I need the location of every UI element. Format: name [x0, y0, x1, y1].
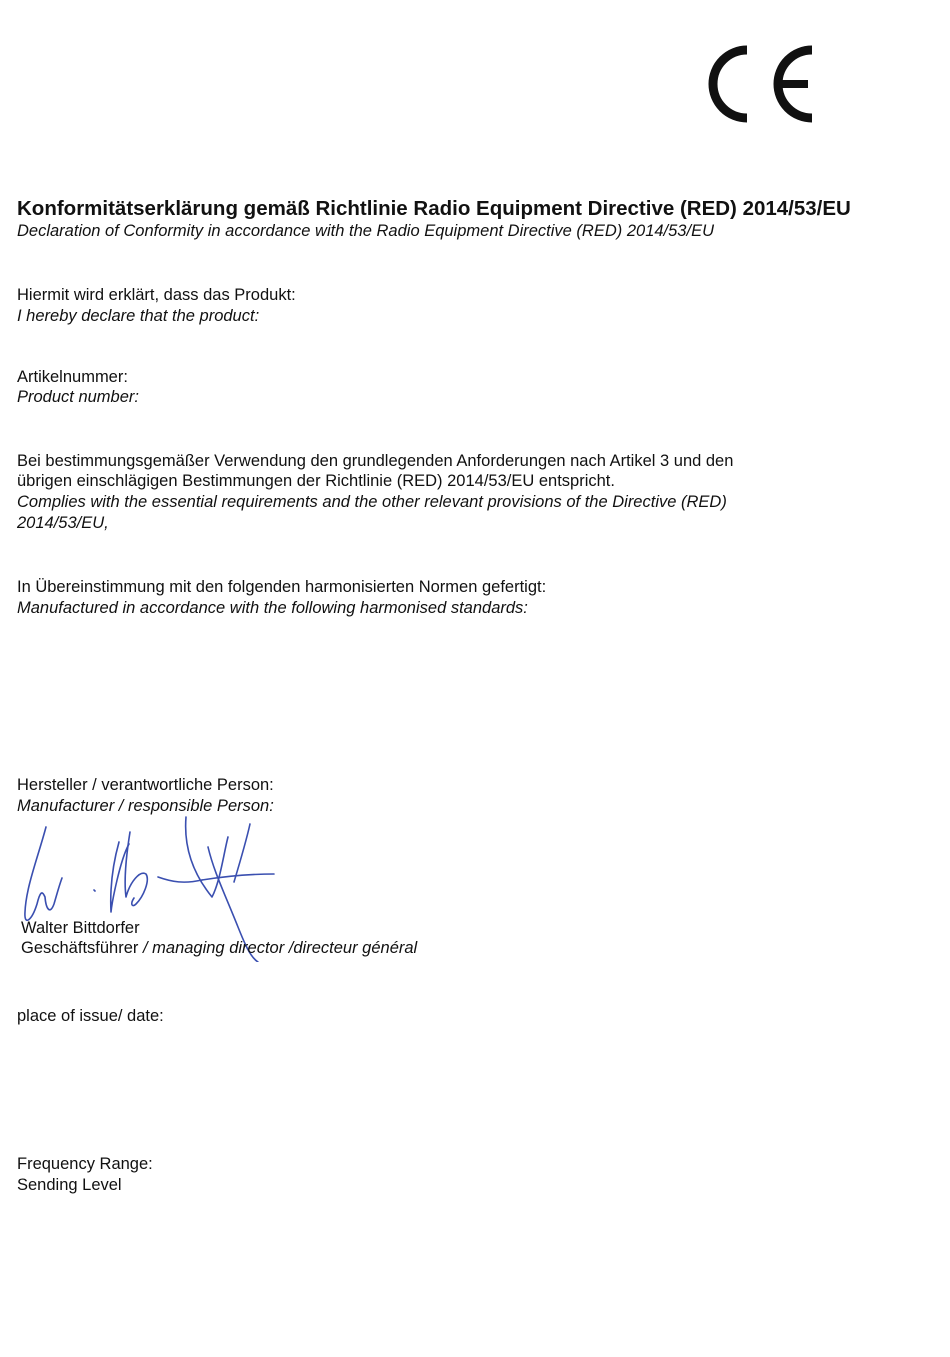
- signatory-role-translations: / managing director /directeur général: [138, 939, 418, 957]
- signatory-name: Walter Bittdorfer: [21, 919, 140, 937]
- standards-label-english: Manufactured in accordance with the following harmonised standards:: [17, 599, 528, 617]
- sending-level-label: Sending Level: [17, 1176, 122, 1194]
- ce-mark-logo: [700, 40, 820, 130]
- compliance-text-line-1: Bei bestimmungsgemäßer Verwendung den grundlegenden Anforderungen nach Artikel 3 und den: [17, 452, 734, 470]
- declaration-label-english: I hereby declare that the product:: [17, 307, 260, 325]
- compliance-text-line-2: übrigen einschlägigen Bestimmungen der Richtlinie (RED) 2014/53/EU entspricht.: [17, 472, 615, 490]
- signatory-role: [21, 938, 417, 959]
- frequency-range-label: Frequency Range:: [17, 1155, 153, 1173]
- standards-label: In Übereinstimmung mit den folgenden harmonisierten Normen gefertigt:: [17, 578, 547, 596]
- compliance-text-english-line-2: 2014/53/EU,: [17, 514, 109, 532]
- manufacturer-label: Hersteller / verantwortliche Person:: [17, 776, 274, 794]
- place-date-label: place of issue/ date:: [17, 1007, 164, 1025]
- article-number-label: Artikelnummer:: [17, 368, 128, 386]
- document-title-english: Declaration of Conformity in accordance with the Radio Equipment Directive (RED) 2014/53/EU: [17, 222, 714, 240]
- compliance-text-english-line-1: Complies with the essential requirements and the other relevant provisions of the Directive (RED): [17, 493, 727, 511]
- declaration-label: Hiermit wird erklärt, dass das Produkt:: [17, 286, 296, 304]
- document-title: Konformitätserklärung gemäß Richtlinie Radio Equipment Directive (RED) 2014/53/EU: [17, 197, 851, 220]
- signatory-role-german: Geschäftsführer: [21, 939, 139, 957]
- manufacturer-label-english: Manufacturer / responsible Person:: [17, 797, 274, 815]
- product-number-label: Product number:: [17, 388, 139, 406]
